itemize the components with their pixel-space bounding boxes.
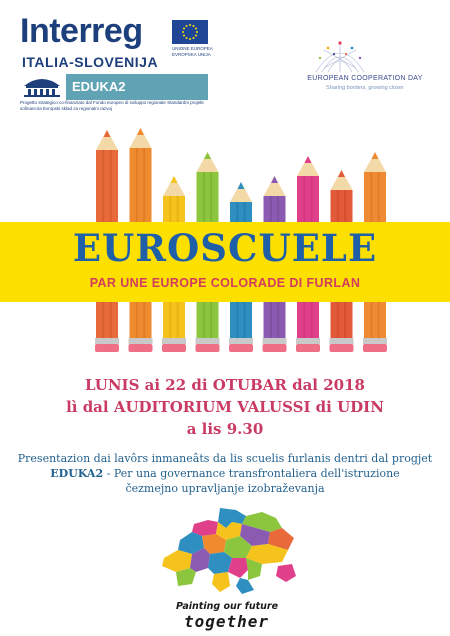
- europe-map-icon: [158, 506, 298, 598]
- event-venue: lì dal AUDITORIUM VALUSSI di UDIN: [66, 398, 384, 416]
- footer-slogan-line-2: together: [184, 612, 270, 631]
- event-date: LUNIS ai 22 di OTUBAR dal 2018: [85, 376, 365, 394]
- ecd-logo-icon: [310, 40, 370, 74]
- ecd-title: EUROPEAN COOPERATION DAY: [307, 75, 423, 82]
- footer-slogan-line-1: Painting our future: [176, 601, 279, 612]
- cofinance-text: Progetto strategico co-finanziato dal Fondo europeo di sviluppo regionale Standardni projekt sofinancira Evropski sklad za regionalni razvoj: [20, 100, 204, 111]
- description-line-2-rest: - Per una governance transfrontaliera dell'istruzione: [103, 467, 400, 480]
- eu-flag-icon: [172, 20, 208, 44]
- interreg-logo-title: Interreg: [20, 12, 143, 50]
- eu-label: UNIONE EUROPEA EVROPSKA UNIJA: [172, 46, 213, 57]
- ecd-tagline: Sharing borders, growing closer: [326, 85, 404, 91]
- building-icon: [20, 74, 64, 98]
- project-name: EDUKA2: [72, 79, 126, 94]
- event-time: a lis 9.30: [186, 420, 264, 438]
- description-line-2: [0, 467, 450, 480]
- banner-subtitle: PAR UNE EUROPE COLORADE DI FURLAN: [89, 276, 361, 290]
- description-line-3: čezmejno upravljanje izobraževanja: [125, 482, 325, 495]
- banner-title: EUROSCUELE: [72, 226, 378, 270]
- program-name: ITALIA-SLOVENIJA: [22, 54, 159, 70]
- project-name-bold: EDUKA2: [50, 467, 104, 480]
- description-line-1: Presentazion dai lavôrs inmaneâts da lis scuelis furlanis dentri dal progjet: [17, 452, 433, 465]
